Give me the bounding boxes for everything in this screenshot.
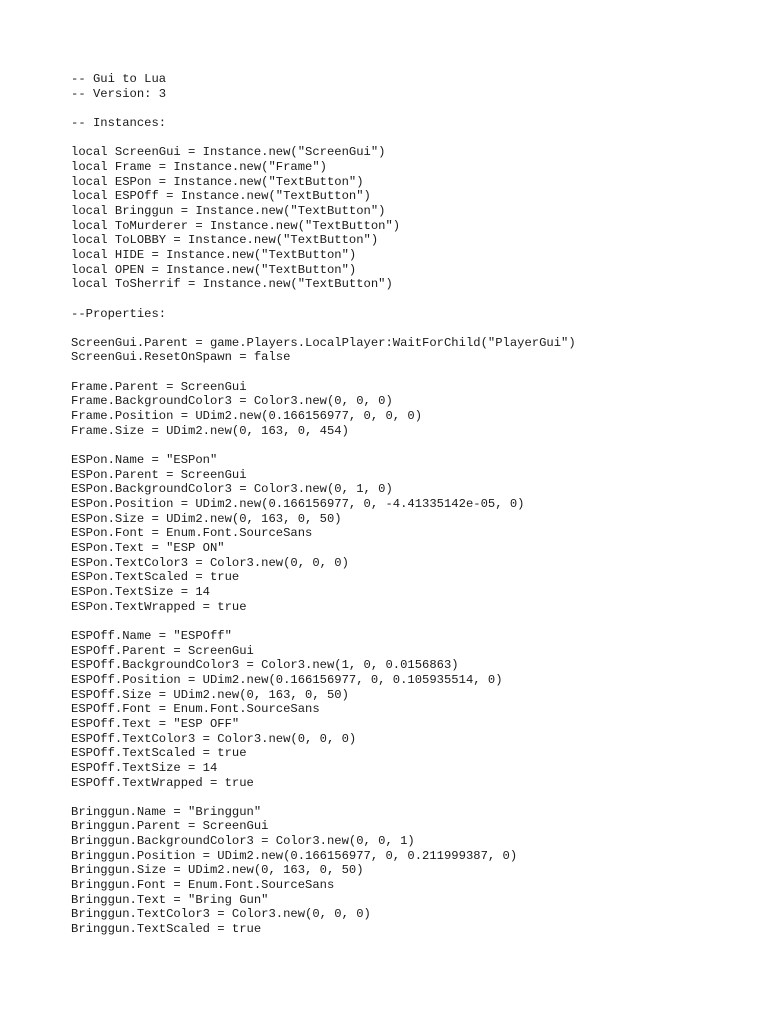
- code-line: ESPon.Parent = ScreenGui: [71, 467, 247, 482]
- code-line: Bringgun.BackgroundColor3 = Color3.new(0, 0, 1): [71, 834, 415, 849]
- code-line: [71, 131, 751, 146]
- code-line: local ToSherrif = Instance.new("TextButton"): [71, 277, 393, 292]
- code-line: ESPOff.Size = UDim2.new(0, 163, 0, 50): [71, 687, 349, 702]
- code-line: ESPOff.TextColor3 = Color3.new(0, 0, 0): [71, 731, 357, 746]
- code-line: ESPon.Name = "ESPon": [71, 453, 218, 468]
- code-listing: [71, 72, 751, 937]
- code-line: ESPOff.TextWrapped = true: [71, 775, 254, 790]
- code-line: Frame.Position = UDim2.new(0.166156977, 0, 0, 0): [71, 409, 423, 424]
- code-line: ESPOff.TextSize = 14: [71, 760, 218, 775]
- code-line: ScreenGui.ResetOnSpawn = false: [71, 350, 291, 365]
- code-line: ESPon.Size = UDim2.new(0, 163, 0, 50): [71, 511, 342, 526]
- code-line: ESPOff.Parent = ScreenGui: [71, 643, 254, 658]
- code-line: local OPEN = Instance.new("TextButton"): [71, 262, 357, 277]
- code-line: ESPon.Font = Enum.Font.SourceSans: [71, 526, 313, 541]
- code-line: ESPOff.BackgroundColor3 = Color3.new(1, 0, 0.0156863): [71, 658, 459, 673]
- code-line: [71, 438, 751, 453]
- code-line: local ScreenGui = Instance.new("ScreenGui"): [71, 145, 386, 160]
- code-line: ESPon.TextWrapped = true: [71, 599, 247, 614]
- code-line: local HIDE = Instance.new("TextButton"): [71, 247, 357, 262]
- code-line: [71, 614, 751, 629]
- code-line: ESPon.TextSize = 14: [71, 584, 210, 599]
- code-line: Frame.Parent = ScreenGui: [71, 379, 247, 394]
- code-line: Bringgun.Parent = ScreenGui: [71, 819, 269, 834]
- code-line: -- Instances:: [71, 115, 167, 130]
- code-line: ESPon.Text = "ESP ON": [71, 541, 225, 555]
- code-line: ESPOff.Font = Enum.Font.SourceSans: [71, 702, 320, 717]
- code-line: [71, 321, 751, 336]
- code-line: [71, 365, 751, 380]
- code-line: ESPon.TextColor3 = Color3.new(0, 0, 0): [71, 555, 349, 570]
- code-line: Frame.BackgroundColor3 = Color3.new(0, 0, 0): [71, 394, 393, 409]
- code-line: -- Version: 3: [71, 86, 167, 101]
- code-line: Bringgun.Size = UDim2.new(0, 163, 0, 50): [71, 863, 364, 878]
- code-line: Bringgun.TextColor3 = Color3.new(0, 0, 0): [71, 907, 371, 922]
- code-line: Bringgun.Position = UDim2.new(0.166156977, 0, 0.211999387, 0): [71, 848, 518, 863]
- code-line: ESPOff.Position = UDim2.new(0.166156977, 0, 0.105935514, 0): [71, 672, 503, 687]
- code-line: ESPon.TextScaled = true: [71, 570, 240, 585]
- code-line: ScreenGui.Parent = game.Players.LocalPlayer:WaitForChild("PlayerGui"): [71, 335, 576, 350]
- code-line: local Frame = Instance.new("Frame"): [71, 159, 327, 174]
- code-line: local ToLOBBY = Instance.new("TextButton"): [71, 233, 379, 248]
- code-line: Bringgun.TextScaled = true: [71, 922, 262, 937]
- code-line: -- Gui to Lua: [71, 72, 167, 86]
- code-line: local ESPOff = Instance.new("TextButton"): [71, 189, 371, 204]
- code-line: Bringgun.Text = "Bring Gun": [71, 892, 269, 907]
- code-line: Frame.Size = UDim2.new(0, 163, 0, 454): [71, 423, 349, 438]
- code-line: Bringgun.Font = Enum.Font.SourceSans: [71, 878, 335, 893]
- code-line: ESPon.BackgroundColor3 = Color3.new(0, 1, 0): [71, 482, 393, 497]
- code-line: ESPOff.TextScaled = true: [71, 746, 247, 761]
- code-line: local ToMurderer = Instance.new("TextButton"): [71, 218, 401, 233]
- code-line: Bringgun.Name = "Bringgun": [71, 804, 262, 819]
- code-line: ESPon.Position = UDim2.new(0.166156977, 0, -4.41335142e-05, 0): [71, 497, 525, 512]
- code-line: ESPOff.Text = "ESP OFF": [71, 716, 240, 731]
- code-line: [71, 101, 751, 116]
- code-line: [71, 292, 751, 307]
- code-line: [71, 790, 751, 805]
- code-line: --Properties:: [71, 306, 167, 321]
- code-line: local ESPon = Instance.new("TextButton"): [71, 174, 364, 189]
- code-line: ESPOff.Name = "ESPOff": [71, 628, 232, 643]
- code-line: local Bringgun = Instance.new("TextButton"): [71, 203, 386, 218]
